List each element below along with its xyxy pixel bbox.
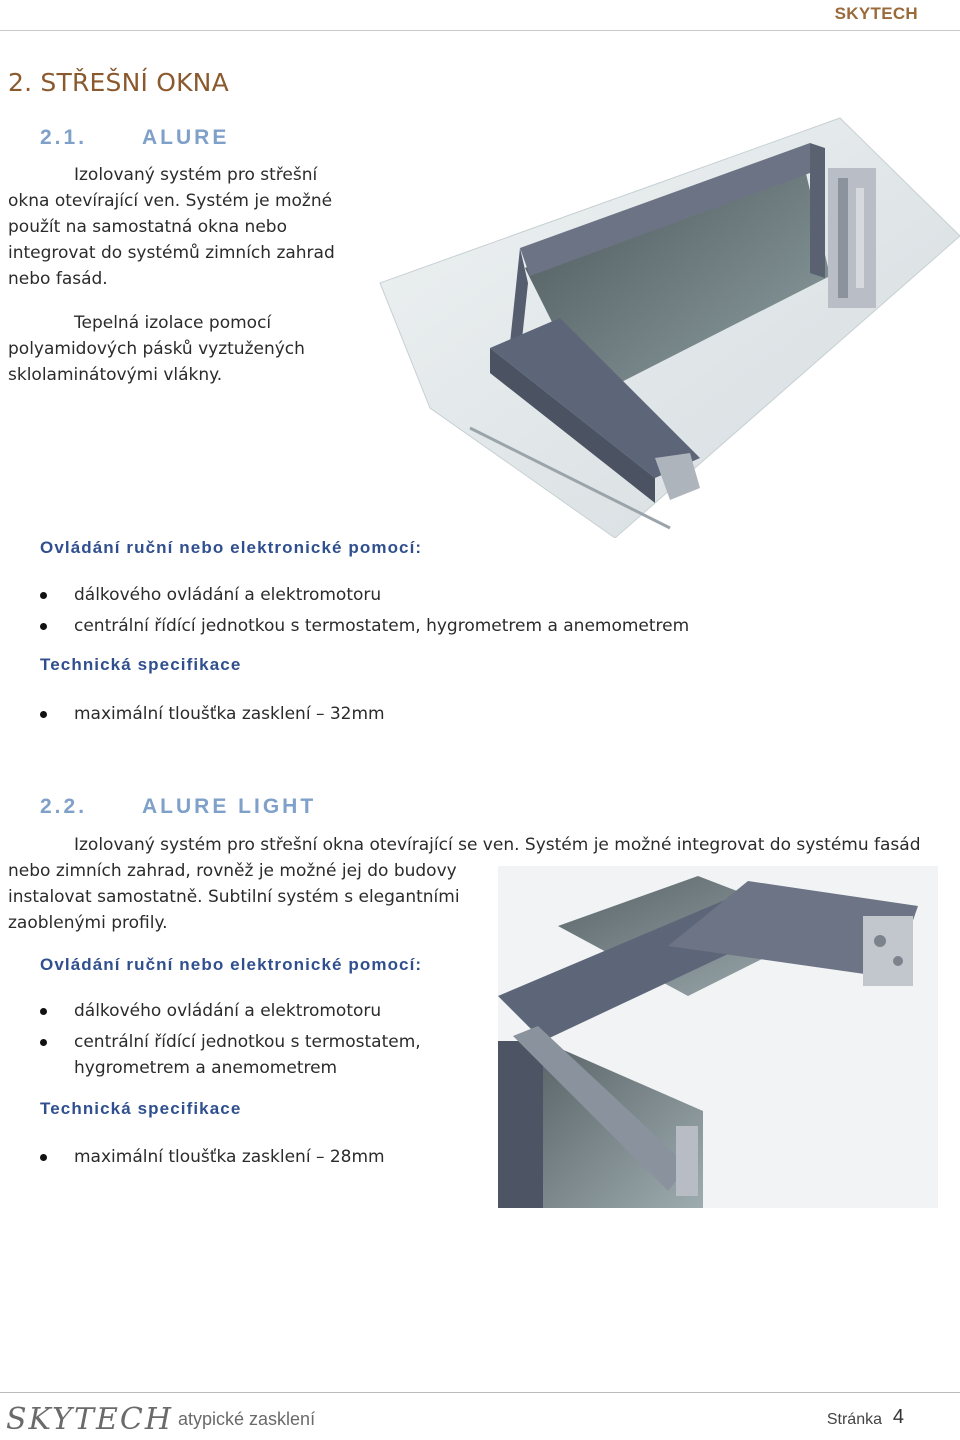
alure-intro-line: nebo fasád. xyxy=(8,269,108,289)
alure-light-control-heading: Ovládání ruční nebo elektronické pomocí: xyxy=(40,955,423,974)
footer-page-number: 4 xyxy=(892,1406,904,1428)
list-item: dálkového ovládání a elektromotoru xyxy=(40,582,940,608)
alure-intro-line: integrovat do systémů zimních zahrad xyxy=(8,243,335,263)
footer-logo: SKYTECH xyxy=(6,1402,173,1437)
section-number: 2.2. xyxy=(40,795,88,818)
alure-intro-line: použít na samostatná okna nebo xyxy=(8,217,287,237)
alure-light-spec-list xyxy=(40,1144,480,1170)
alure-intro xyxy=(8,162,388,292)
alure-control-list xyxy=(40,582,940,639)
section-number: 2.1. xyxy=(40,126,88,149)
alure-insulation-line: sklolaminátovými vlákny. xyxy=(8,365,223,385)
alure-light-intro-line: instalovat samostatně. Subtilní systém s elegantními xyxy=(8,887,460,907)
section-heading-alure-light xyxy=(40,795,316,819)
alure-intro-line: Izolovaný systém pro střešní xyxy=(74,165,318,185)
section-heading-alure xyxy=(40,126,229,150)
alure-light-control-list xyxy=(40,998,480,1081)
alure-intro-line: okna otevírající ven. Systém je možné xyxy=(8,191,333,211)
alure-light-intro xyxy=(8,832,938,936)
alure-spec-list xyxy=(40,701,940,727)
alure-insulation xyxy=(8,310,368,388)
header-brand: SKYTECH xyxy=(834,4,918,23)
section-name: ALURE xyxy=(142,126,230,149)
footer-page-label: Stránka xyxy=(826,1411,882,1428)
list-item: maximální tloušťka zasklení – 28mm xyxy=(40,1144,480,1170)
alure-spec-heading: Technická specifikace xyxy=(40,655,242,674)
list-item: centrální řídící jednotkou s termostatem, xyxy=(40,1029,480,1055)
alure-light-intro-line: zaoblenými profily. xyxy=(8,913,168,933)
header-divider xyxy=(0,30,960,31)
alure-control-heading: Ovládání ruční nebo elektronické pomocí: xyxy=(40,538,423,557)
chapter-title: 2. STŘEŠNÍ OKNA xyxy=(8,68,229,97)
list-item: centrální řídící jednotkou s termostatem, hygrometrem a anemometrem xyxy=(40,613,940,639)
section-name: ALURE LIGHT xyxy=(142,795,317,818)
list-item: dálkového ovládání a elektromotoru xyxy=(40,998,480,1024)
list-item-continuation: hygrometrem a anemometrem xyxy=(74,1058,338,1078)
alure-insulation-line: polyamidových pásků vyztužených xyxy=(8,339,305,359)
alure-light-spec-heading: Technická specifikace xyxy=(40,1099,242,1118)
list-item: maximální tloušťka zasklení – 32mm xyxy=(40,701,940,727)
footer-tagline: atypické zasklení xyxy=(178,1409,316,1429)
alure-light-intro-line: nebo zimních zahrad, rovněž je možné jej do budovy xyxy=(8,861,457,881)
footer-divider xyxy=(0,1392,960,1393)
alure-light-intro-line: Izolovaný systém pro střešní okna otevírající se ven. Systém je možné integrovat do systému fasád xyxy=(74,835,921,855)
alure-product-image xyxy=(370,108,960,538)
alure-insulation-line: Tepelná izolace pomocí xyxy=(74,313,272,333)
